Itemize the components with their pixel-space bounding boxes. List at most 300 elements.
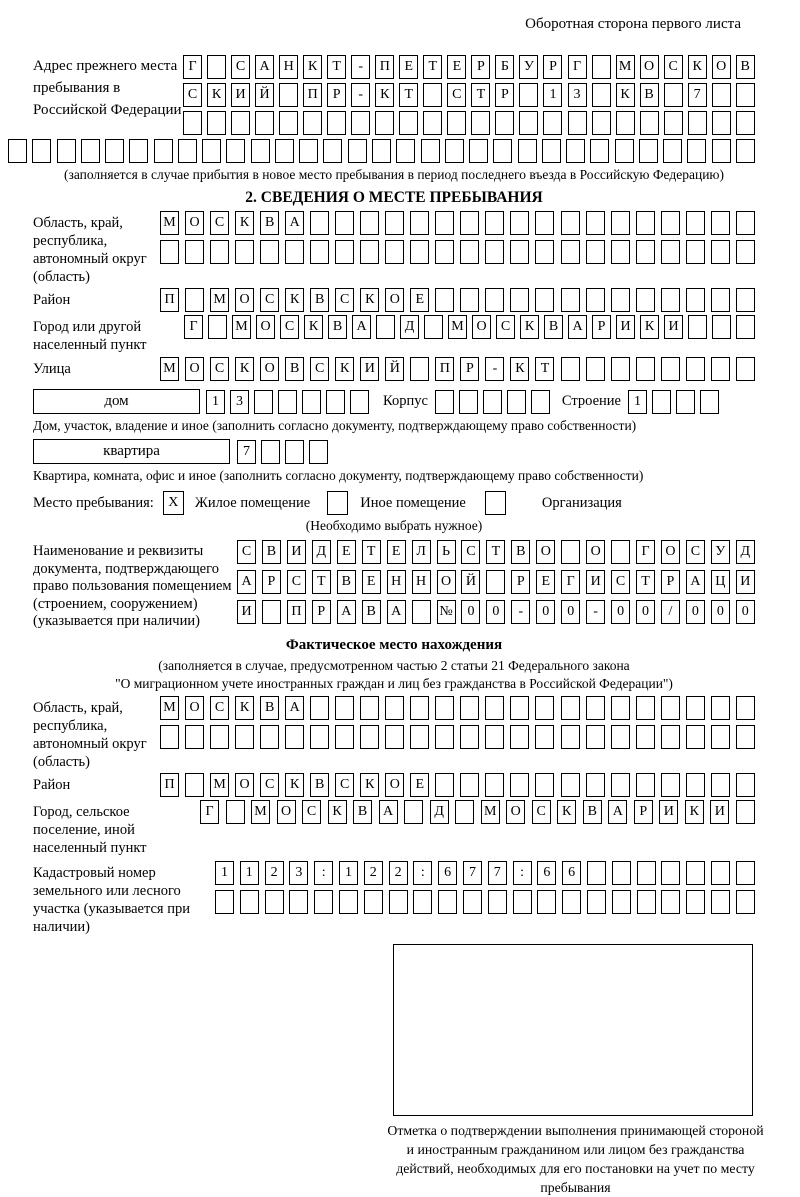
char-cell[interactable]	[302, 390, 321, 414]
char-cell[interactable]	[226, 800, 245, 824]
char-cell[interactable]	[688, 315, 707, 339]
char-cell[interactable]	[561, 725, 580, 749]
char-cell[interactable]	[310, 696, 329, 720]
char-cell[interactable]	[561, 240, 580, 264]
char-cell[interactable]: В	[285, 357, 304, 381]
char-cell[interactable]: С	[686, 540, 705, 564]
char-cell[interactable]	[260, 240, 279, 264]
char-cell[interactable]	[510, 773, 529, 797]
char-cell[interactable]	[261, 440, 280, 464]
char-cell[interactable]: К	[235, 696, 254, 720]
char-cell[interactable]: О	[661, 540, 680, 564]
char-cell[interactable]	[410, 696, 429, 720]
char-cell[interactable]	[566, 139, 585, 163]
char-cell[interactable]	[542, 139, 561, 163]
char-cell[interactable]: О	[256, 315, 275, 339]
char-cell[interactable]: А	[568, 315, 587, 339]
char-cell[interactable]	[736, 800, 755, 824]
char-cell[interactable]	[700, 390, 719, 414]
char-cell[interactable]	[105, 139, 124, 163]
char-cell[interactable]	[32, 139, 51, 163]
char-cell[interactable]	[410, 240, 429, 264]
char-cell[interactable]: П	[303, 83, 322, 107]
char-cell[interactable]	[561, 540, 580, 564]
char-cell[interactable]: М	[251, 800, 270, 824]
char-cell[interactable]: В	[260, 211, 279, 235]
char-cell[interactable]	[612, 861, 631, 885]
char-cell[interactable]: С	[461, 540, 480, 564]
char-cell[interactable]	[279, 83, 298, 107]
char-cell[interactable]: О	[536, 540, 555, 564]
char-cell[interactable]: Т	[423, 55, 442, 79]
char-cell[interactable]: 2	[364, 861, 383, 885]
char-cell[interactable]	[586, 696, 605, 720]
char-cell[interactable]	[435, 696, 454, 720]
char-cell[interactable]: Н	[412, 570, 431, 594]
char-cell[interactable]: К	[285, 288, 304, 312]
char-cell[interactable]	[385, 696, 404, 720]
char-cell[interactable]	[376, 315, 395, 339]
char-cell[interactable]	[310, 725, 329, 749]
char-cell[interactable]: О	[277, 800, 296, 824]
char-cell[interactable]: В	[544, 315, 563, 339]
char-cell[interactable]: А	[387, 600, 406, 624]
char-cell[interactable]	[664, 83, 683, 107]
char-cell[interactable]	[423, 111, 442, 135]
char-cell[interactable]: О	[235, 288, 254, 312]
char-cell[interactable]: Л	[412, 540, 431, 564]
char-cell[interactable]: Р	[312, 600, 331, 624]
char-cell[interactable]	[686, 773, 705, 797]
char-cell[interactable]	[335, 211, 354, 235]
char-cell[interactable]: И	[360, 357, 379, 381]
char-cell[interactable]: Й	[385, 357, 404, 381]
char-cell[interactable]	[711, 890, 730, 914]
char-cell[interactable]: П	[160, 288, 179, 312]
char-cell[interactable]	[471, 111, 490, 135]
char-cell[interactable]: Е	[337, 540, 356, 564]
char-cell[interactable]	[535, 240, 554, 264]
char-cell[interactable]: С	[210, 357, 229, 381]
char-cell[interactable]	[360, 211, 379, 235]
char-cell[interactable]: Р	[543, 55, 562, 79]
char-cell[interactable]	[661, 357, 680, 381]
char-cell[interactable]: 1	[628, 390, 647, 414]
char-cell[interactable]: М	[232, 315, 251, 339]
char-cell[interactable]	[562, 890, 581, 914]
char-cell[interactable]: С	[280, 315, 299, 339]
char-cell[interactable]	[235, 725, 254, 749]
char-cell[interactable]: Н	[279, 55, 298, 79]
char-cell[interactable]: Й	[461, 570, 480, 594]
char-cell[interactable]: Е	[410, 773, 429, 797]
char-cell[interactable]	[185, 288, 204, 312]
char-cell[interactable]	[309, 440, 328, 464]
char-cell[interactable]	[8, 139, 27, 163]
char-cell[interactable]	[210, 725, 229, 749]
char-cell[interactable]: А	[337, 600, 356, 624]
char-cell[interactable]	[314, 890, 333, 914]
char-cell[interactable]	[183, 111, 202, 135]
char-cell[interactable]	[485, 288, 504, 312]
char-cell[interactable]: Т	[312, 570, 331, 594]
char-cell[interactable]: 3	[289, 861, 308, 885]
char-cell[interactable]	[535, 211, 554, 235]
char-cell[interactable]	[215, 890, 234, 914]
char-cell[interactable]: -	[351, 55, 370, 79]
char-cell[interactable]: С	[335, 773, 354, 797]
char-cell[interactable]	[410, 357, 429, 381]
char-cell[interactable]: В	[511, 540, 530, 564]
char-cell[interactable]: К	[640, 315, 659, 339]
char-cell[interactable]	[438, 890, 457, 914]
char-cell[interactable]: 3	[568, 83, 587, 107]
char-cell[interactable]	[636, 773, 655, 797]
char-cell[interactable]: Е	[362, 570, 381, 594]
char-cell[interactable]	[661, 288, 680, 312]
char-cell[interactable]: П	[375, 55, 394, 79]
char-cell[interactable]: О	[185, 357, 204, 381]
char-cell[interactable]: В	[310, 773, 329, 797]
char-cell[interactable]: -	[351, 83, 370, 107]
char-cell[interactable]	[460, 211, 479, 235]
char-cell[interactable]: 0	[461, 600, 480, 624]
char-cell[interactable]: В	[328, 315, 347, 339]
char-cell[interactable]: О	[385, 288, 404, 312]
char-cell[interactable]	[535, 773, 554, 797]
char-cell[interactable]	[360, 725, 379, 749]
char-cell[interactable]: А	[379, 800, 398, 824]
char-cell[interactable]	[686, 240, 705, 264]
char-cell[interactable]: Й	[255, 83, 274, 107]
char-cell[interactable]: Н	[387, 570, 406, 594]
char-cell[interactable]: И	[736, 570, 755, 594]
char-cell[interactable]	[736, 357, 755, 381]
char-cell[interactable]	[460, 725, 479, 749]
char-cell[interactable]: Е	[410, 288, 429, 312]
char-cell[interactable]	[535, 696, 554, 720]
char-cell[interactable]	[262, 600, 281, 624]
char-cell[interactable]: Т	[399, 83, 418, 107]
char-cell[interactable]: Г	[200, 800, 219, 824]
char-cell[interactable]: 0	[536, 600, 555, 624]
char-cell[interactable]	[535, 288, 554, 312]
char-cell[interactable]	[423, 83, 442, 107]
char-cell[interactable]: Т	[486, 540, 505, 564]
char-cell[interactable]	[178, 139, 197, 163]
char-cell[interactable]: 0	[636, 600, 655, 624]
char-cell[interactable]: П	[435, 357, 454, 381]
char-cell[interactable]: К	[510, 357, 529, 381]
char-cell[interactable]: С	[260, 288, 279, 312]
char-cell[interactable]	[652, 390, 671, 414]
char-cell[interactable]	[486, 570, 505, 594]
char-cell[interactable]: И	[659, 800, 678, 824]
char-cell[interactable]	[485, 696, 504, 720]
char-cell[interactable]: Г	[636, 540, 655, 564]
char-cell[interactable]: 0	[711, 600, 730, 624]
char-cell[interactable]	[587, 861, 606, 885]
char-cell[interactable]: В	[583, 800, 602, 824]
char-cell[interactable]: А	[686, 570, 705, 594]
char-cell[interactable]: С	[496, 315, 515, 339]
char-cell[interactable]: С	[260, 773, 279, 797]
char-cell[interactable]	[207, 55, 226, 79]
char-cell[interactable]	[372, 139, 391, 163]
apartment-type-box[interactable]: квартира	[33, 439, 230, 464]
char-cell[interactable]: О	[640, 55, 659, 79]
char-cell[interactable]	[615, 139, 634, 163]
char-cell[interactable]	[285, 725, 304, 749]
char-cell[interactable]	[460, 696, 479, 720]
char-cell[interactable]: С	[183, 83, 202, 107]
char-cell[interactable]	[561, 288, 580, 312]
char-cell[interactable]	[507, 390, 526, 414]
char-cell[interactable]: К	[303, 55, 322, 79]
char-cell[interactable]	[688, 111, 707, 135]
checkbox-organization[interactable]	[485, 491, 506, 515]
char-cell[interactable]	[661, 773, 680, 797]
char-cell[interactable]	[235, 240, 254, 264]
checkbox-other-premises[interactable]	[327, 491, 348, 515]
char-cell[interactable]	[260, 725, 279, 749]
char-cell[interactable]: Р	[495, 83, 514, 107]
char-cell[interactable]	[424, 315, 443, 339]
char-cell[interactable]	[561, 696, 580, 720]
char-cell[interactable]	[587, 890, 606, 914]
char-cell[interactable]	[348, 139, 367, 163]
char-cell[interactable]: Т	[362, 540, 381, 564]
char-cell[interactable]: К	[520, 315, 539, 339]
char-cell[interactable]	[404, 800, 423, 824]
char-cell[interactable]: М	[160, 696, 179, 720]
char-cell[interactable]	[447, 111, 466, 135]
char-cell[interactable]	[519, 111, 538, 135]
char-cell[interactable]	[537, 890, 556, 914]
char-cell[interactable]	[612, 890, 631, 914]
char-cell[interactable]: :	[413, 861, 432, 885]
char-cell[interactable]: В	[310, 288, 329, 312]
char-cell[interactable]	[736, 240, 755, 264]
char-cell[interactable]: К	[285, 773, 304, 797]
char-cell[interactable]: Г	[568, 55, 587, 79]
char-cell[interactable]	[208, 315, 227, 339]
char-cell[interactable]: Е	[387, 540, 406, 564]
char-cell[interactable]	[736, 111, 755, 135]
char-cell[interactable]: 6	[537, 861, 556, 885]
char-cell[interactable]: Т	[535, 357, 554, 381]
char-cell[interactable]	[664, 111, 683, 135]
char-cell[interactable]: И	[616, 315, 635, 339]
char-cell[interactable]	[736, 211, 755, 235]
char-cell[interactable]	[736, 773, 755, 797]
char-cell[interactable]	[519, 83, 538, 107]
char-cell[interactable]	[686, 861, 705, 885]
char-cell[interactable]: -	[485, 357, 504, 381]
char-cell[interactable]: 2	[389, 861, 408, 885]
char-cell[interactable]	[485, 773, 504, 797]
char-cell[interactable]	[712, 315, 731, 339]
char-cell[interactable]: О	[235, 773, 254, 797]
char-cell[interactable]: Д	[736, 540, 755, 564]
char-cell[interactable]: К	[616, 83, 635, 107]
char-cell[interactable]	[254, 390, 273, 414]
char-cell[interactable]	[154, 139, 173, 163]
char-cell[interactable]	[460, 240, 479, 264]
char-cell[interactable]: Т	[327, 55, 346, 79]
char-cell[interactable]	[210, 240, 229, 264]
char-cell[interactable]: С	[210, 211, 229, 235]
char-cell[interactable]: К	[335, 357, 354, 381]
char-cell[interactable]	[711, 357, 730, 381]
char-cell[interactable]	[421, 139, 440, 163]
char-cell[interactable]	[518, 139, 537, 163]
char-cell[interactable]	[326, 390, 345, 414]
char-cell[interactable]: С	[210, 696, 229, 720]
char-cell[interactable]: 7	[488, 861, 507, 885]
checkbox-residential[interactable]: X	[163, 491, 184, 515]
char-cell[interactable]	[661, 240, 680, 264]
char-cell[interactable]: К	[360, 288, 379, 312]
char-cell[interactable]: К	[207, 83, 226, 107]
char-cell[interactable]: Р	[471, 55, 490, 79]
char-cell[interactable]	[736, 890, 755, 914]
char-cell[interactable]	[460, 288, 479, 312]
char-cell[interactable]	[736, 83, 755, 107]
char-cell[interactable]	[185, 240, 204, 264]
char-cell[interactable]	[543, 111, 562, 135]
char-cell[interactable]	[611, 211, 630, 235]
char-cell[interactable]: У	[519, 55, 538, 79]
char-cell[interactable]	[335, 696, 354, 720]
char-cell[interactable]: О	[385, 773, 404, 797]
char-cell[interactable]: 0	[486, 600, 505, 624]
char-cell[interactable]	[364, 890, 383, 914]
char-cell[interactable]: О	[472, 315, 491, 339]
char-cell[interactable]	[185, 773, 204, 797]
char-cell[interactable]	[129, 139, 148, 163]
char-cell[interactable]: М	[160, 357, 179, 381]
char-cell[interactable]	[510, 211, 529, 235]
char-cell[interactable]	[488, 890, 507, 914]
char-cell[interactable]	[285, 440, 304, 464]
char-cell[interactable]	[586, 211, 605, 235]
char-cell[interactable]: О	[185, 211, 204, 235]
char-cell[interactable]	[413, 890, 432, 914]
char-cell[interactable]: А	[285, 211, 304, 235]
char-cell[interactable]	[637, 890, 656, 914]
char-cell[interactable]: 0	[736, 600, 755, 624]
char-cell[interactable]	[711, 773, 730, 797]
char-cell[interactable]	[510, 725, 529, 749]
char-cell[interactable]	[255, 111, 274, 135]
char-cell[interactable]: В	[337, 570, 356, 594]
char-cell[interactable]	[265, 890, 284, 914]
char-cell[interactable]: В	[353, 800, 372, 824]
char-cell[interactable]	[445, 139, 464, 163]
char-cell[interactable]	[278, 390, 297, 414]
char-cell[interactable]: 7	[463, 861, 482, 885]
char-cell[interactable]: М	[210, 773, 229, 797]
char-cell[interactable]	[661, 725, 680, 749]
char-cell[interactable]	[399, 111, 418, 135]
char-cell[interactable]: 1	[339, 861, 358, 885]
char-cell[interactable]	[435, 240, 454, 264]
char-cell[interactable]: Р	[262, 570, 281, 594]
char-cell[interactable]	[289, 890, 308, 914]
char-cell[interactable]: №	[437, 600, 456, 624]
char-cell[interactable]	[611, 540, 630, 564]
char-cell[interactable]: С	[237, 540, 256, 564]
char-cell[interactable]: 6	[438, 861, 457, 885]
char-cell[interactable]	[736, 288, 755, 312]
char-cell[interactable]	[736, 725, 755, 749]
char-cell[interactable]: М	[448, 315, 467, 339]
char-cell[interactable]: Е	[447, 55, 466, 79]
char-cell[interactable]	[435, 211, 454, 235]
char-cell[interactable]	[640, 111, 659, 135]
char-cell[interactable]: М	[160, 211, 179, 235]
char-cell[interactable]	[636, 240, 655, 264]
char-cell[interactable]	[661, 890, 680, 914]
char-cell[interactable]	[339, 890, 358, 914]
char-cell[interactable]	[285, 240, 304, 264]
char-cell[interactable]	[736, 861, 755, 885]
char-cell[interactable]	[712, 83, 731, 107]
char-cell[interactable]	[676, 390, 695, 414]
char-cell[interactable]	[687, 139, 706, 163]
char-cell[interactable]: И	[586, 570, 605, 594]
char-cell[interactable]	[592, 83, 611, 107]
char-cell[interactable]: Д	[312, 540, 331, 564]
char-cell[interactable]	[611, 725, 630, 749]
char-cell[interactable]: В	[362, 600, 381, 624]
char-cell[interactable]: В	[262, 540, 281, 564]
char-cell[interactable]	[561, 211, 580, 235]
char-cell[interactable]	[350, 390, 369, 414]
char-cell[interactable]: Ь	[437, 540, 456, 564]
char-cell[interactable]: 2	[265, 861, 284, 885]
char-cell[interactable]	[460, 773, 479, 797]
char-cell[interactable]	[207, 111, 226, 135]
char-cell[interactable]	[661, 696, 680, 720]
char-cell[interactable]	[463, 890, 482, 914]
char-cell[interactable]: А	[237, 570, 256, 594]
char-cell[interactable]	[385, 725, 404, 749]
char-cell[interactable]	[636, 725, 655, 749]
char-cell[interactable]	[611, 357, 630, 381]
char-cell[interactable]	[385, 211, 404, 235]
char-cell[interactable]: К	[235, 357, 254, 381]
char-cell[interactable]: К	[328, 800, 347, 824]
char-cell[interactable]: С	[302, 800, 321, 824]
char-cell[interactable]: 6	[562, 861, 581, 885]
char-cell[interactable]	[561, 773, 580, 797]
char-cell[interactable]	[561, 357, 580, 381]
char-cell[interactable]	[611, 696, 630, 720]
char-cell[interactable]: В	[640, 83, 659, 107]
char-cell[interactable]	[310, 240, 329, 264]
char-cell[interactable]: 1	[543, 83, 562, 107]
char-cell[interactable]	[360, 696, 379, 720]
char-cell[interactable]	[686, 696, 705, 720]
char-cell[interactable]: 0	[561, 600, 580, 624]
char-cell[interactable]	[160, 725, 179, 749]
char-cell[interactable]	[611, 773, 630, 797]
char-cell[interactable]: М	[210, 288, 229, 312]
char-cell[interactable]	[240, 890, 259, 914]
char-cell[interactable]: Е	[399, 55, 418, 79]
